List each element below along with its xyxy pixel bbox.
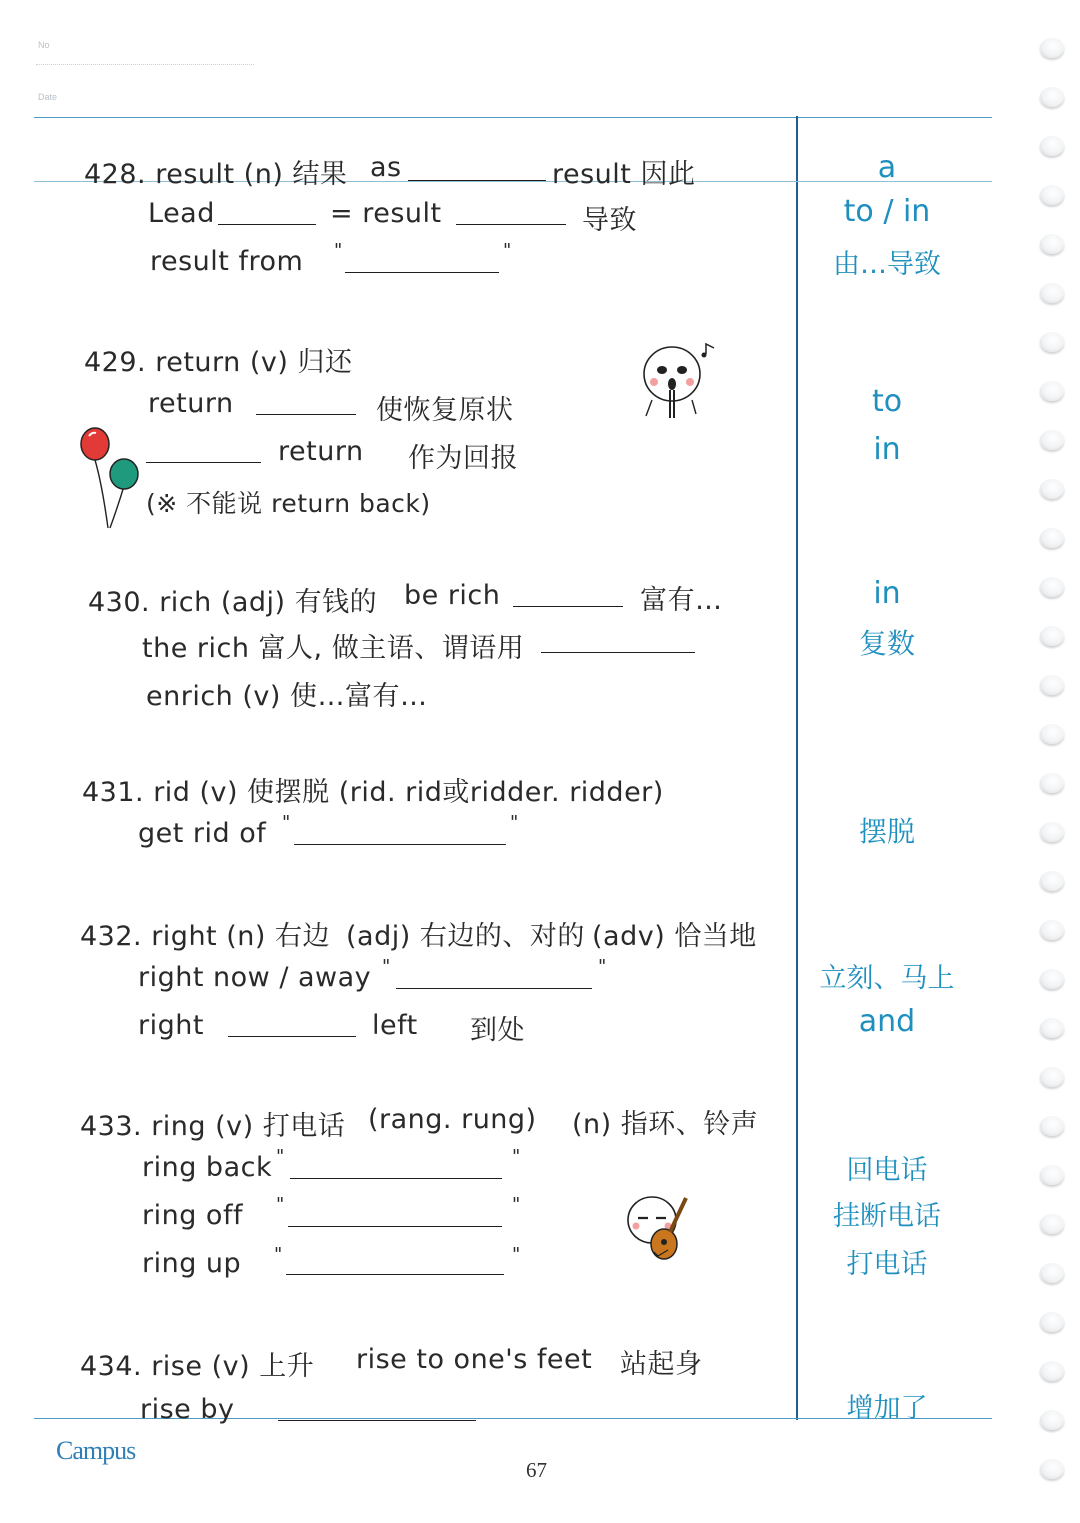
quote-close: "	[512, 1244, 521, 1265]
answer-433-1: 回电话	[846, 1155, 928, 1186]
blank	[278, 1420, 476, 1421]
quote-close: "	[503, 240, 512, 261]
no-label: No	[38, 40, 50, 50]
blank	[218, 224, 316, 225]
blank	[541, 652, 695, 653]
no-dotted-line	[36, 64, 254, 65]
quote-open: "	[282, 812, 291, 833]
entry-429-restore: 使恢复原状	[376, 395, 514, 426]
entry-434-rise-to-feet: rise to one's feet	[356, 1344, 593, 1375]
entry-433-ring-up: ring up	[142, 1248, 242, 1279]
answer-430-1: in	[873, 576, 901, 611]
page-number: 67	[526, 1458, 547, 1482]
blank	[146, 462, 261, 463]
blank	[294, 844, 506, 845]
answer-429-1: to	[871, 384, 903, 419]
answer-428-1: a	[877, 150, 897, 185]
quote-close: "	[510, 812, 519, 833]
entry-432-left: left	[372, 1010, 418, 1041]
entry-429-note: (※ 不能说 return back)	[146, 489, 431, 518]
blank	[288, 1226, 502, 1227]
answer-431-1: 摆脱	[858, 815, 915, 848]
entry-428-as-result: result 因此	[552, 159, 696, 190]
quote-open: "	[276, 1194, 285, 1215]
blank	[456, 224, 566, 225]
entry-433-headword: 433. ring (v) 打电话	[80, 1111, 346, 1142]
entry-434-rise-by: rise by	[140, 1394, 235, 1425]
answer-430-2: 复数	[858, 627, 915, 660]
entry-429-headword: 429. return (v) 归还	[84, 347, 353, 378]
entry-433-ring-off: ring off	[142, 1200, 243, 1231]
blank	[290, 1178, 502, 1179]
entry-428-lead: Lead	[148, 198, 215, 229]
entry-428-result: = result	[330, 198, 442, 229]
entry-433-ring-back: ring back	[142, 1152, 273, 1183]
entry-433-noun: (n) 指环、铃声	[572, 1109, 759, 1140]
blank	[256, 414, 356, 415]
entry-428-as: as	[370, 152, 402, 183]
entry-430-headword: 430. rich (adj) 有钱的	[88, 587, 378, 618]
quote-open: "	[382, 956, 391, 977]
guitar-character-icon	[624, 1192, 696, 1268]
date-label: Date	[38, 92, 58, 102]
top-rule	[34, 117, 992, 118]
blank	[345, 272, 499, 273]
entry-432-everywhere: 到处	[470, 1015, 525, 1046]
answer-428-3: 由…导致	[833, 249, 941, 280]
answer-429-2: in	[873, 432, 901, 467]
quote-close: "	[512, 1146, 521, 1167]
entry-429-in-return-meaning: 作为回报	[408, 443, 518, 474]
answer-432-2: and	[858, 1004, 916, 1039]
entry-434-stand-up: 站起身	[620, 1349, 703, 1380]
answer-432-1: 立刻、马上	[819, 963, 955, 994]
entry-434-headword: 434. rise (v) 上升	[80, 1351, 315, 1382]
quote-close: "	[512, 1194, 521, 1215]
entry-429-return-to: return	[148, 388, 234, 419]
balloons-icon	[78, 424, 142, 534]
blank	[228, 1036, 356, 1037]
quote-open: "	[274, 1244, 283, 1265]
blank	[513, 606, 623, 607]
blank	[408, 180, 546, 181]
entry-432-headword: 432. right (n) 右边	[80, 921, 330, 952]
answer-434-1: 增加了	[846, 1393, 928, 1424]
entry-430-be-rich-meaning: 富有…	[640, 585, 723, 616]
entry-428-result-from: result from	[150, 246, 304, 277]
entry-432-right-and-left: right	[138, 1010, 204, 1041]
entry-432-adj: (adj) 右边的、对的	[346, 921, 585, 952]
entry-430-enrich: enrich (v) 使…富有…	[146, 681, 428, 712]
quote-open: "	[334, 240, 343, 261]
answer-433-2: 挂断电话	[833, 1201, 941, 1232]
answer-433-3: 打电话	[846, 1249, 928, 1280]
blank	[286, 1274, 504, 1275]
entry-431-get-rid-of: get rid of	[138, 818, 267, 849]
quote-close: "	[598, 956, 607, 977]
quote-open: "	[276, 1146, 285, 1167]
entry-431-headword: 431. rid (v) 使摆脱 (rid. rid或ridder. ridder)	[82, 777, 664, 808]
entry-432-right-now: right now / away	[138, 962, 372, 993]
entry-429-in-return: return	[278, 436, 364, 467]
entry-430-the-rich: the rich 富人, 做主语、谓语用	[142, 633, 525, 664]
entry-428-cause: 导致	[582, 205, 637, 236]
entry-433-forms: (rang. rung)	[368, 1104, 537, 1135]
singing-character-icon	[640, 342, 724, 426]
entry-428-headword: 428. result (n) 结果	[84, 159, 348, 190]
answer-428-2: to / in	[843, 194, 931, 229]
entry-430-be-rich: be rich	[404, 580, 501, 611]
brand-logo: Campus	[56, 1436, 136, 1465]
entry-432-adv: (adv) 恰当地	[592, 921, 757, 952]
blank	[396, 988, 592, 989]
